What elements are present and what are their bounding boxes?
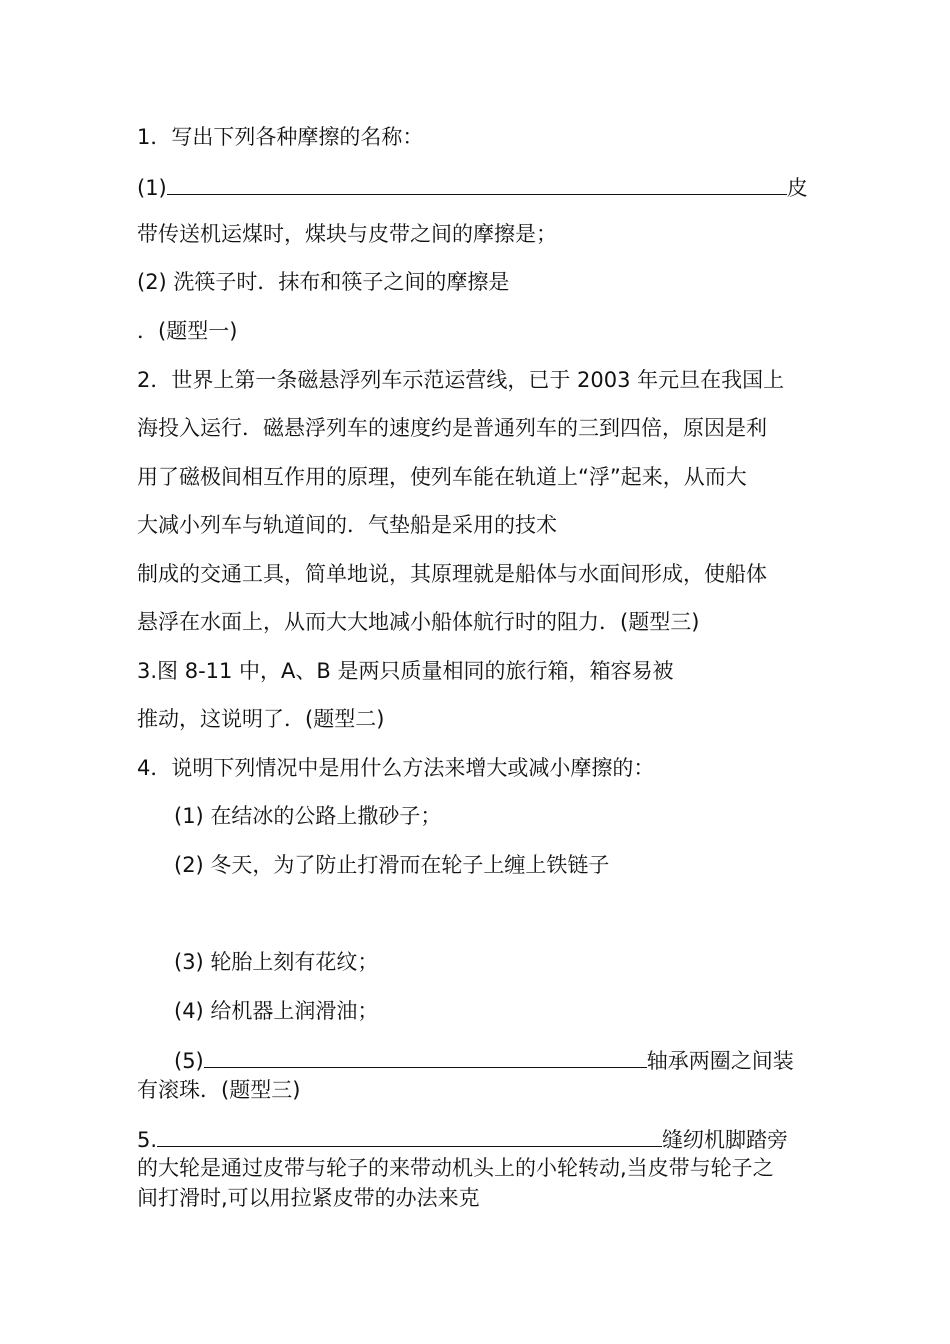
question-1-type-tag: ．(题型一) <box>137 319 238 343</box>
question-3-line-2: 推动，这说明了．(题型二) <box>137 707 385 731</box>
question-2-line-4: 大减小列车与轨道间的．气垫船是采用的技术 <box>137 513 557 537</box>
question-2-line-6: 悬浮在水面上，从而大大地减小船体航行时的阻力．(题型三) <box>137 610 700 634</box>
question-5-number: 5. <box>137 1128 158 1152</box>
question-5-suffix: 缝纫机脚踏旁 <box>662 1128 789 1152</box>
answer-blank[interactable] <box>204 1045 647 1068</box>
question-5-line-2: 的大轮是通过皮带与轮子的来带动机头上的小轮转动,当皮带与轮子之 <box>137 1156 774 1180</box>
question-4-item-4: (4) 给机器上润滑油； <box>174 999 379 1023</box>
part-1-number: (1) <box>137 176 167 200</box>
question-4-item-5 <box>174 1045 794 1075</box>
answer-blank[interactable] <box>157 1124 662 1147</box>
item-5-number: (5) <box>174 1049 204 1073</box>
question-1-part-1-continued: 带传送机运煤时，煤块与皮带之间的摩擦是； <box>137 222 557 246</box>
question-2-line-3: 用了磁极间相互作用的原理，使列车能在轨道上“浮”起来，从而大 <box>137 465 747 489</box>
question-3-line-1: 3.图 8-11 中，A、B 是两只质量相同的旅行箱，箱容易被 <box>137 659 674 683</box>
question-1-part-2: (2) 洗筷子时．抹布和筷子之间的摩擦是 <box>137 270 510 294</box>
question-4-item-1: (1) 在结冰的公路上撒砂子； <box>174 804 442 828</box>
question-2-line-2: 海投入运行．磁悬浮列车的速度约是普通列车的三到四倍，原因是利 <box>137 416 767 440</box>
question-4-item-3: (3) 轮胎上刻有花纹； <box>174 950 379 974</box>
question-1-title: 1．写出下列各种摩擦的名称： <box>137 125 424 149</box>
question-4-item-2: (2) 冬天，为了防止打滑而在轮子上缠上铁链子 <box>174 853 610 877</box>
part-1-suffix: 皮 <box>786 176 808 200</box>
question-2-line-5: 制成的交通工具，简单地说，其原理就是船体与水面间形成，使船体 <box>137 562 767 586</box>
question-2-line-1: 2．世界上第一条磁悬浮列车示范运营线，已于 2003 年元旦在我国上 <box>137 368 785 392</box>
question-5-line-1 <box>137 1124 788 1154</box>
question-1-part-1 <box>137 172 808 202</box>
question-4-title: 4．说明下列情况中是用什么方法来增大或减小摩擦的： <box>137 756 655 780</box>
question-4-item-5-continued: 有滚珠．(题型三) <box>137 1078 301 1102</box>
item-5-suffix: 轴承两圈之间装 <box>646 1049 794 1073</box>
answer-blank[interactable] <box>167 172 787 195</box>
question-5-line-3: 间打滑时,可以用拉紧皮带的办法来克 <box>137 1186 480 1210</box>
